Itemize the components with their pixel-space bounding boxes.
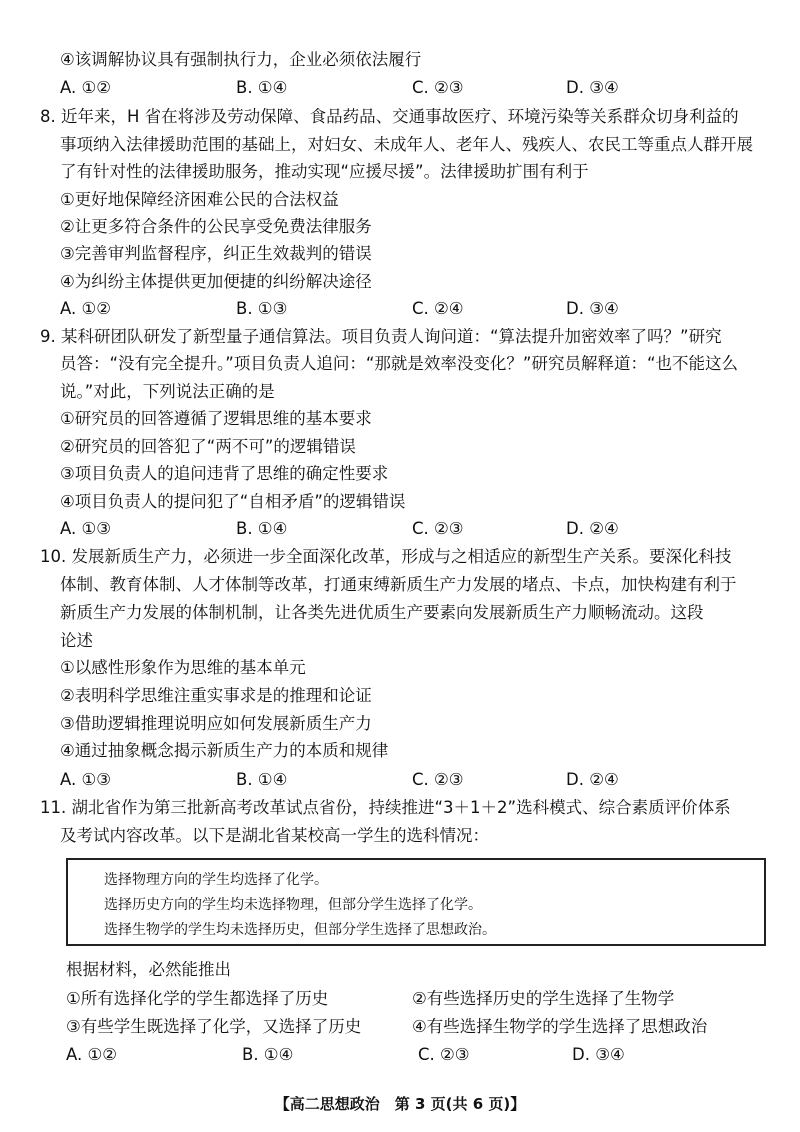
q9-option-a: A. ①③: [60, 519, 112, 538]
q8-statement-2: ②让更多符合条件的公民享受免费法律服务: [60, 217, 372, 236]
q11-statement-1: ①所有选择化学的学生都选择了历史: [66, 989, 329, 1008]
q8-stem-line-1: 8. 近年来，H 省在将涉及劳动保障、食品药品、交通事故医疗、环境污染等关系群众切身利益的: [40, 107, 739, 126]
q11-option-c: C. ②③: [418, 1045, 470, 1064]
q11-statements-row-1: [66, 988, 766, 1010]
q8-statement-3: ③完善审判监督程序，纠正生效裁判的错误: [60, 244, 372, 263]
q7-statement-4: ④该调解协议具有强制执行力，企业必须依法履行: [60, 50, 422, 69]
q11-material-line-1: 选择物理方向的学生均选择了化学。: [104, 872, 328, 888]
q11-prompt: 根据材料，必然能推出: [66, 960, 231, 979]
q10-option-c: C. ②③: [412, 770, 464, 789]
q9-stem-line-3: 说。”对此，下列说法正确的是: [60, 382, 275, 401]
q11-material-line-2: 选择历史方向的学生均未选择物理，但部分学生选择了化学。: [104, 897, 482, 913]
q9-option-d: D. ②④: [566, 519, 619, 538]
q9-statement-2: ②研究员的回答犯了“两不可”的逻辑错误: [60, 437, 356, 456]
q10-option-a: A. ①③: [60, 770, 112, 789]
q11-material-box: [66, 858, 766, 946]
q11-statements-row-2: [66, 1016, 766, 1038]
q11-statement-4: ④有些选择生物学的学生选择了思想政治: [412, 1017, 708, 1036]
q11-stem-line-1: 11. 湖北省作为第三批新高考改革试点省份，持续推进“3＋1＋2”选科模式、综合素质评价体系: [40, 798, 731, 817]
q10-stem-line-2: 体制、教育体制、人才体制等改革，打通束缚新质生产力发展的堵点、卡点，加快构建有利于: [60, 575, 737, 594]
q8-stem-line-3: 了有针对性的法律援助服务，推动实现“应援尽援”。法律援助扩围有利于: [60, 162, 589, 181]
q8-option-b: B. ①③: [236, 299, 288, 318]
q10-option-b: B. ①④: [236, 770, 288, 789]
q10-options: [60, 769, 760, 791]
q10-stem-line-3: 新质生产力发展的体制机制，让各类先进优质生产要素向发展新质生产力顺畅流动。这段: [60, 603, 704, 622]
q11-statement-3: ③有些学生既选择了化学，又选择了历史: [66, 1017, 362, 1036]
q11-statement-2: ②有些选择历史的学生选择了生物学: [412, 989, 675, 1008]
q9-statement-1: ①研究员的回答遵循了逻辑思维的基本要求: [60, 409, 372, 428]
q8-option-c: C. ②④: [412, 299, 464, 318]
q11-option-a: A. ①②: [66, 1045, 118, 1064]
q8-options: [60, 298, 760, 320]
q11-options: [66, 1044, 766, 1066]
q9-statement-3: ③项目负责人的追问违背了思维的确定性要求: [60, 464, 389, 483]
q11-option-d: D. ③④: [572, 1045, 625, 1064]
q10-statement-3: ③借助逻辑推理说明应如何发展新质生产力: [60, 714, 372, 733]
q11-material-line-3: 选择生物学的学生均未选择历史，但部分学生选择了思想政治。: [104, 922, 496, 938]
q10-statement-4: ④通过抽象概念揭示新质生产力的本质和规律: [60, 741, 389, 760]
q11-option-b: B. ①④: [242, 1045, 294, 1064]
q11-stem-line-2: 及考试内容改革。以下是湖北省某校高一学生的选科情况：: [60, 826, 489, 845]
q7-option-b: B. ①④: [236, 78, 288, 97]
q9-option-b: B. ①④: [236, 519, 288, 538]
q10-statement-1: ①以感性形象作为思维的基本单元: [60, 658, 306, 677]
page-footer: 【高二思想政治 第 3 页(共 6 页)】: [274, 1095, 526, 1113]
q7-option-d: D. ③④: [566, 78, 619, 97]
q10-option-d: D. ②④: [566, 770, 619, 789]
q9-option-c: C. ②③: [412, 519, 464, 538]
q10-stem-line-4: 论述: [60, 631, 93, 650]
q9-stem-line-1: 9. 某科研团队研发了新型量子通信算法。项目负责人询问道：“算法提升加密效率了吗？”研究: [40, 327, 722, 346]
q9-options: [60, 518, 760, 540]
q7-option-a: A. ①②: [60, 78, 112, 97]
q7-option-c: C. ②③: [412, 78, 464, 97]
q8-statement-1: ①更好地保障经济困难公民的合法权益: [60, 190, 339, 209]
q9-stem-line-2: 员答：“没有完全提升。”项目负责人追问：“那就是效率没变化？”研究员解释道：“也不能这么: [60, 354, 738, 373]
q8-stem-line-2: 事项纳入法律援助范围的基础上，对妇女、未成年人、老年人、残疾人、农民工等重点人群开展: [60, 135, 753, 154]
q10-statement-2: ②表明科学思维注重实事求是的推理和论证: [60, 686, 372, 705]
q7-options: [60, 77, 760, 99]
q8-statement-4: ④为纠纷主体提供更加便捷的纠纷解决途径: [60, 272, 372, 291]
q10-stem-line-1: 10. 发展新质生产力，必须进一步全面深化改革，形成与之相适应的新型生产关系。要深化科技: [40, 547, 732, 566]
q8-option-d: D. ③④: [566, 299, 619, 318]
q9-statement-4: ④项目负责人的提问犯了“自相矛盾”的逻辑错误: [60, 492, 406, 511]
q8-option-a: A. ①②: [60, 299, 112, 318]
